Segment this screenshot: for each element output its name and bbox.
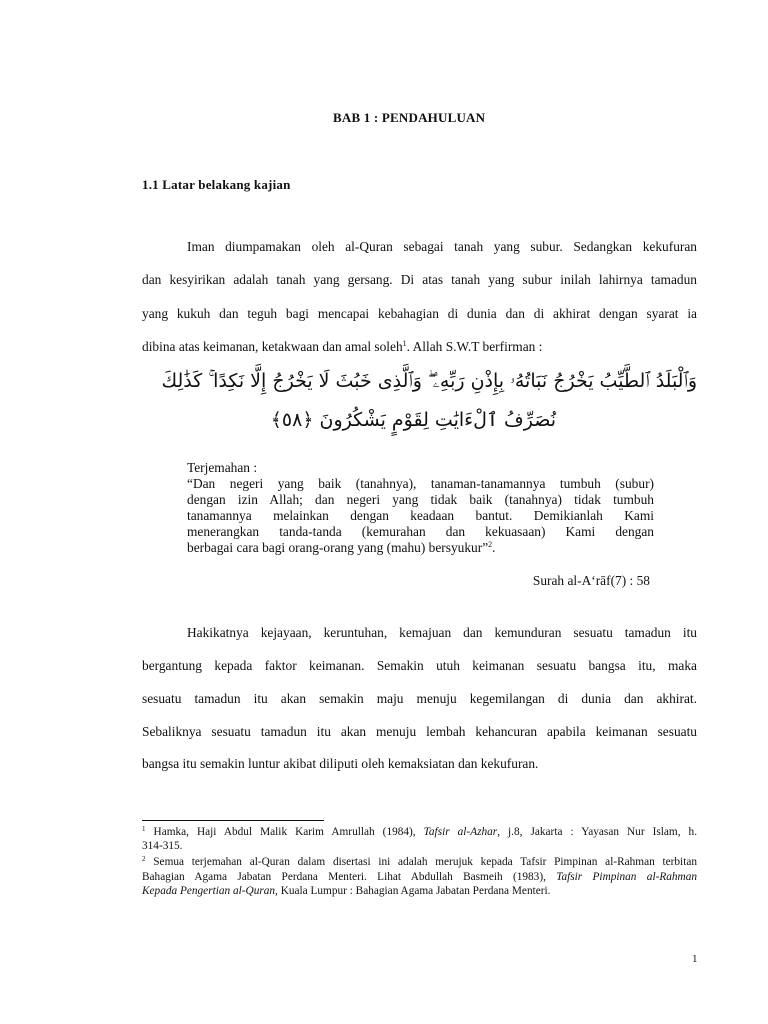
paragraph2-line1: Hakikatnya kejayaan, keruntuhan, kemajuan dan kemunduran sesuatu tamadun itu: [187, 625, 697, 640]
footnote-1-number: 1: [142, 825, 146, 833]
footnote-1-line1: [142, 826, 697, 839]
chapter-title: BAB 1 : PENDAHULUAN: [333, 110, 486, 125]
footnote-2-title-part1: Tafsir Pimpinan al-Rahman: [556, 871, 697, 883]
quran-verse-line1: وَٱلْبَلَدُ ٱلطَّيِّبُ يَخْرُجُ نَبَاتُهُۥ بِإِذْنِ رَبِّهِۦ ۖ وَٱلَّذِى خَبُثَ لَا يَخْرُجُ إِلَّا نَكِدًا ۚ كَذَٰلِكَ: [161, 370, 697, 392]
footnote-2-line3: [142, 885, 697, 898]
translation-line4: menerangkan tanda-tanda (kemurahan dan kekuasaan) Kami dengan: [187, 524, 654, 539]
verse-citation: Surah al-A‘rāf(7) : 58: [532, 573, 650, 588]
section-title: 1.1 Latar belakang kajian: [142, 177, 291, 192]
translation-line5-text: berbagai cara bagi orang-orang yang (mahu) bersyukur”: [187, 540, 489, 555]
paragraph1-line4-tail: . Allah S.W.T berfirman :: [406, 339, 543, 354]
page-number: 1: [692, 953, 698, 965]
paragraph2-line3: sesuatu tamadun itu akan semakin maju menuju kegemilangan di dunia dan akhirat.: [142, 691, 697, 706]
paragraph2-line4: Sebaliknya sesuatu tamadun itu akan menuju lembah kehancuran apabila keimanan sesuatu: [142, 724, 697, 739]
paragraph2-line5: bangsa itu semakin luntur akibat diliputi oleh kemaksiatan dan kekufuran.: [142, 756, 539, 771]
footnote-2-number: 2: [142, 855, 146, 863]
paragraph1-line1: Iman diumpamakan oleh al-Quran sebagai tanah yang subur. Sedangkan kekufuran: [187, 239, 697, 254]
footnote-1-title: Tafsir al-Azhar: [423, 826, 498, 838]
footnote-1-publisher: , j.8, Jakarta : Yayasan Nur Islam, h.: [497, 826, 698, 838]
footnote-separator: [142, 820, 324, 821]
paragraph2-line2: bergantung kepada faktor keimanan. Semakin utuh keimanan sesuatu bangsa itu, maka: [142, 658, 697, 673]
footnote-2-title-part2: Kepada Pengertian al-Quran: [142, 885, 276, 897]
footnote-2-line3-text: , Kuala Lumpur : Bahagian Agama Jabatan Perdana Menteri.: [275, 885, 551, 897]
footnote-2-line2-text: Bahagian Agama Jabatan Perdana Menteri. Lihat Abdullah Basmeih (1983),: [142, 871, 557, 883]
translation-line2: dengan izin Allah; dan negeri yang tidak baik (tanahnya) tidak tumbuh: [187, 492, 654, 507]
footnote-ref-2: 2: [488, 540, 493, 549]
paragraph1-line4: [142, 339, 697, 355]
footnote-2-line1: [142, 856, 697, 869]
translation-label: Terjemahan :: [187, 460, 258, 475]
footnote-1-author: Hamka, Haji Abdul Malik Karim Amrullah (1984),: [153, 826, 424, 838]
footnote-ref-1: 1: [402, 339, 407, 348]
paragraph1-line3: yang kukuh dan teguh bagi mencapai kebahagian di dunia dan di akhirat dengan syarat ia: [142, 306, 697, 321]
translation-line5-tail: .: [492, 540, 496, 555]
footnote-1-line2: 314-315.: [142, 840, 183, 852]
paragraph1-line2: dan kesyirikan adalah tanah yang gersang. Di atas tanah yang subur inilah lahirnya tamadun: [142, 272, 697, 287]
footnote-2-text: Semua terjemahan al-Quran dalam disertasi ini adalah merujuk kepada Tafsir Pimpinan al-Rahman terbitan: [153, 856, 698, 868]
translation-line3: tanamannya melainkan dengan keadaan bantut. Demikianlah Kami: [187, 508, 654, 523]
translation-line1: “Dan negeri yang baik (tanahnya), tanaman-tanamannya tumbuh (subur): [187, 476, 654, 491]
translation-line5: [187, 541, 654, 555]
quran-verse-line2: نُصَرِّفُ ٱلْءَايَٰتِ لِقَوْمٍ يَشْكُرُونَ ﴿٥٨﴾: [270, 409, 556, 431]
footnote-2-line2: [142, 871, 697, 884]
paragraph1-line4-text: dibina atas keimanan, ketakwaan dan amal soleh: [142, 339, 403, 354]
